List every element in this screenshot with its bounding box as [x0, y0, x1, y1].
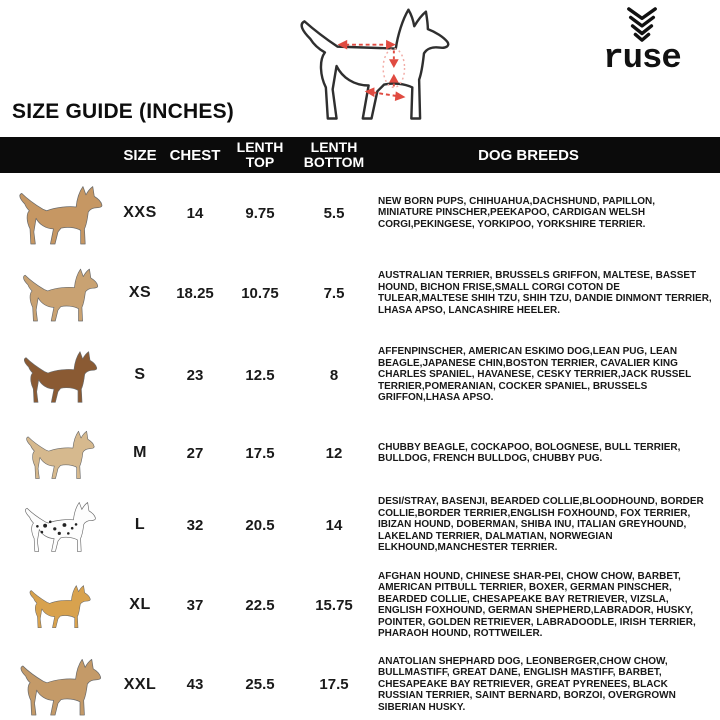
dog-photo-beagle: [0, 333, 115, 417]
length-top-cell: 9.75: [245, 204, 275, 222]
table-row: [0, 489, 720, 561]
breeds-cell: ANATOLIAN SHEPHARD DOG, LEONBERGER,CHOW CHOW, BULLMASTIFF, GREAT DANE, ENGLISH MASTIFF, BARBET, CHESAPEAKE BAY RETRIEVER, GREAT PYRENEES, BLACK RUSSIAN TERRIER, SAINT BERNARD, BORZOI, OVERGROWN SIBERIAN HUSKY.: [378, 655, 676, 713]
chest-cell: 23: [186, 366, 204, 384]
length-bottom-cell: 12: [325, 444, 343, 462]
length-top-cell: 17.5: [245, 444, 275, 462]
size-cell: XXL: [123, 675, 157, 693]
length-bottom-cell: 14: [325, 516, 343, 534]
col-header-chest: CHEST: [169, 146, 221, 164]
dog-measurement-diagram-icon: [278, 0, 500, 136]
size-cell: XL: [129, 596, 151, 613]
chest-cell: 43: [186, 676, 204, 693]
col-header-length-bottom: LENTH BOTTOM: [303, 139, 365, 170]
length-bottom-cell: 8: [329, 366, 339, 384]
dog-photo-great-dane: [0, 649, 115, 720]
table-row: [0, 561, 720, 649]
length-top-cell: 22.5: [245, 596, 275, 614]
dog-photo-golden-retriever: [0, 561, 115, 649]
col-header-length-top: LENTH TOP: [236, 139, 284, 170]
breeds-cell: AUSTRALIAN TERRIER, BRUSSELS GRIFFON, MALTESE, BASSET HOUND, BICHON FRISE,SMALL CORGI COTON DE TULEAR,MALTESE SHIH TZU, SHIH TZU, DANDIE DINMONT TERRIER, LHASA APSO, LANCASHIRE HEELER.: [378, 270, 712, 316]
length-bottom-cell: 15.75: [315, 596, 353, 614]
dog-photo-pug: [0, 417, 115, 489]
brand-logo: [582, 6, 702, 78]
dog-photo-chihuahua: [0, 173, 115, 253]
table-row: [0, 173, 720, 253]
breeds-cell: AFGHAN HOUND, CHINESE SHAR-PEI, CHOW CHOW, BARBET, AMERICAN PITBULL TERRIER, BOXER, GERMAN PINSCHER, BEARDED COLLIE, CHESAPEAKE BAY RETRIEVER, VIZSLA, ENGLISH FOXHOUND, GERMAN SHEPHERD,LABRADOR, HUSKY, POINTER, GOLDEN RETRIEVER, LABRADOODLE, IRISH TERRIER, PHARAOH HOUND, ROTTWEILER.: [378, 570, 696, 639]
table-body: [0, 173, 720, 720]
size-cell: L: [134, 516, 146, 533]
length-bottom-cell: 17.5: [319, 676, 349, 693]
chest-cell: 18.25: [176, 284, 214, 302]
length-top-cell: 12.5: [245, 366, 275, 384]
chest-cell: 27: [186, 444, 204, 462]
wheat-chevron-icon: [625, 6, 659, 44]
col-header-size: SIZE: [123, 146, 157, 164]
table-row: [0, 333, 720, 417]
table-row: [0, 649, 720, 720]
length-top-cell: 20.5: [245, 516, 275, 534]
hero-section: [0, 0, 720, 137]
size-cell: M: [133, 444, 147, 461]
col-header-dog-breeds: DOG BREEDS: [478, 146, 579, 164]
size-cell: XS: [128, 284, 152, 301]
chest-cell: 32: [186, 516, 204, 534]
page-title: SIZE GUIDE (INCHES): [12, 100, 234, 123]
size-cell: S: [134, 366, 146, 383]
size-cell: XXS: [123, 204, 157, 221]
chest-cell: 14: [186, 204, 204, 222]
brand-name: ruse: [603, 40, 681, 78]
dog-photo-lhasa-apso: [0, 253, 115, 333]
breeds-cell: DESI/STRAY, BASENJI, BEARDED COLLIE,BLOODHOUND, BORDER COLLIE,BORDER TERRIER,ENGLISH FOXHOUND, FOX TERRIER, IBIZAN HOUND, DOBERMAN, SHIBA INU, ITALIAN GREYHOUND, LAKELAND TERRIER, DALMATIAN, NORWEGIAN ELKHOUND,MANCHESTER TERRIER.: [378, 496, 704, 554]
table-row: [0, 417, 720, 489]
length-bottom-cell: 5.5: [323, 204, 345, 222]
table-header: [0, 137, 720, 173]
chest-cell: 37: [186, 596, 204, 614]
dog-photo-dalmatian: [0, 489, 115, 561]
breeds-cell: NEW BORN PUPS, CHIHUAHUA,DACHSHUND, PAPILLON, MINIATURE PINSCHER,PEEKAPOO, CARDIGAN WELSH CORGI,PEKINGESE, YORKIPOO, YORKSHIRE TERRIER.: [378, 195, 656, 230]
length-bottom-cell: 7.5: [323, 284, 345, 302]
length-top-cell: 10.75: [241, 284, 279, 302]
breeds-cell: AFFENPINSCHER, AMERICAN ESKIMO DOG,LEAN PUG, LEAN BEAGLE,JAPANESE CHIN,BOSTON TERRIER, CAVALIER KING CHARLES SPANIEL, HAVANESE, CESKY TERRIER,JACK RUSSEL TERRIER,POMERANIAN, COCKER SPANIEL, BRUSSELS GRIFFON,LHASA APSO.: [378, 346, 692, 404]
table-row: [0, 253, 720, 333]
breeds-cell: CHUBBY BEAGLE, COCKAPOO, BOLOGNESE, BULL TERRIER, BULLDOG, FRENCH BULLDOG, CHUBBY PUG.: [378, 441, 681, 464]
length-top-cell: 25.5: [245, 676, 275, 693]
